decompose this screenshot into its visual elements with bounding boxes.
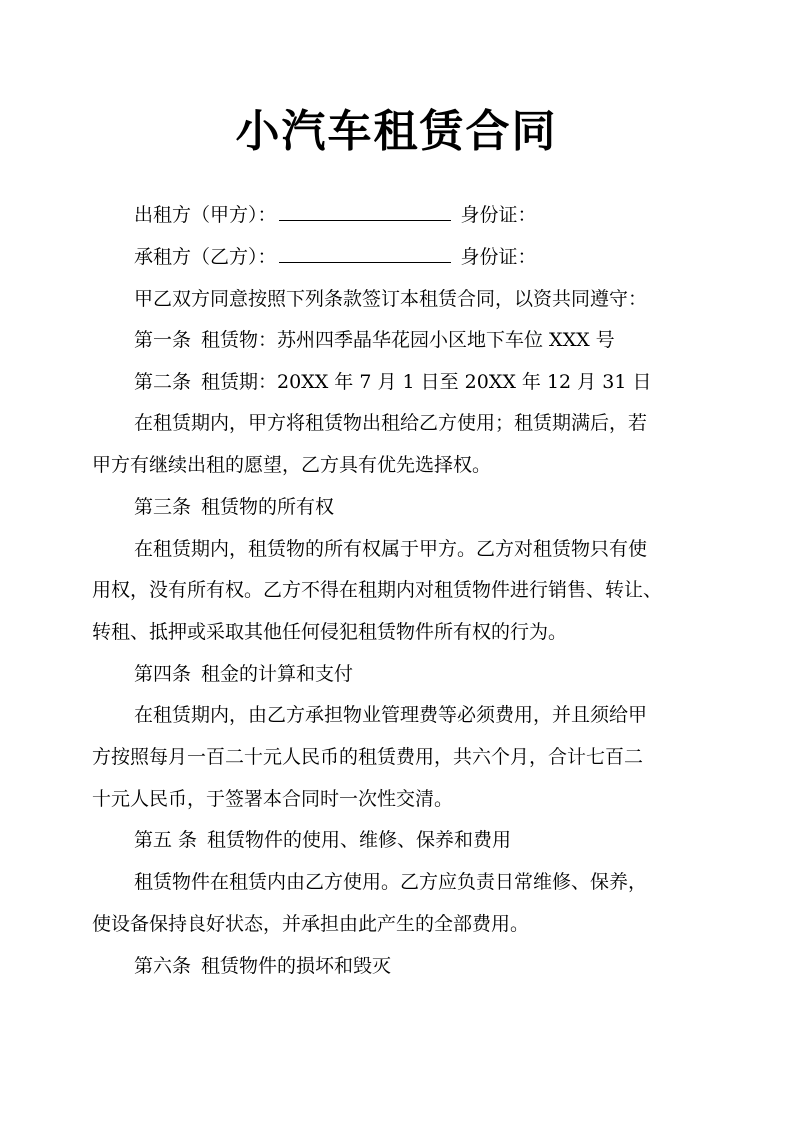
party-b-line: [134, 244, 754, 270]
clause-4-para-line-1: 在租赁期内，由乙方承担物业管理费等必须费用，并且须给甲: [134, 704, 648, 726]
clause-3-para-line-1: 在租赁期内，租赁物的所有权属于甲方。乙方对租赁物只有使: [134, 538, 648, 560]
clause-5-heading: 第五 条: [134, 829, 198, 851]
clause-5-text: 租赁物件的使用、维修、保养和费用: [207, 829, 512, 851]
clause-6-text: 租赁物件的损坏和毁灭: [201, 955, 392, 977]
clause-4-text: 租金的计算和支付: [201, 663, 354, 685]
clause-2-para-line-1: 在租赁期内，甲方将租赁物出租给乙方使用；租赁期满后，若: [134, 412, 648, 434]
clause-6: [134, 953, 754, 979]
clause-3-text: 租赁物的所有权: [201, 496, 335, 518]
clause-5-para-line-2: 使设备保持良好状态，并承担由此产生的全部费用。: [92, 913, 530, 935]
clause-6-heading: 第六条: [134, 955, 192, 977]
clause-3-para-line-2: 用权，没有所有权。乙方不得在租期内对租赁物件进行销售、转让、: [92, 579, 663, 601]
party-a-id-label: 身份证：: [460, 204, 537, 226]
party-a-line: [134, 202, 754, 228]
document-title: 小汽车租赁合同: [235, 106, 558, 157]
party-a-label: 出租方（甲方）：: [134, 204, 277, 226]
clause-1-text: 租赁物：苏州四季晶华花园小区地下车位 XXX 号: [201, 329, 615, 351]
party-b-id-label: 身份证：: [460, 246, 537, 268]
clause-1: [134, 327, 754, 353]
clause-2: [134, 369, 754, 395]
clause-5-para-line-1: 租赁物件在租赁内由乙方使用。乙方应负责日常维修、保养，: [134, 871, 648, 893]
clause-2-para-line-2: 甲方有继续出租的愿望，乙方具有优先选择权。: [92, 454, 492, 476]
party-b-label: 承租方（乙方）：: [134, 246, 277, 268]
clause-2-heading: 第二条: [134, 371, 192, 393]
clause-4-para-line-2: 方按照每月一百二十元人民币的租赁费用，共六个月，合计七百二: [92, 746, 644, 768]
clause-4: [134, 661, 754, 687]
clause-4-para-line-3: 十元人民币，于签署本合同时一次性交清。: [92, 788, 454, 810]
clause-5: [134, 827, 754, 853]
clause-3-heading: 第三条: [134, 496, 192, 518]
clause-1-heading: 第一条: [134, 329, 192, 351]
clause-3: [134, 494, 754, 520]
party-b-name-blank: [279, 244, 451, 263]
clause-4-heading: 第四条: [134, 663, 192, 685]
clause-3-para-line-3: 转租、抵押或采取其他任何侵犯租赁物件所有权的行为。: [92, 621, 568, 643]
preamble: 甲乙双方同意按照下列条款签订本租赁合同，以资共同遵守：: [134, 288, 648, 310]
party-a-name-blank: [279, 202, 451, 221]
clause-2-text: 租赁期：20XX 年 7 月 1 日至 20XX 年 12 月 31 日: [201, 371, 652, 393]
